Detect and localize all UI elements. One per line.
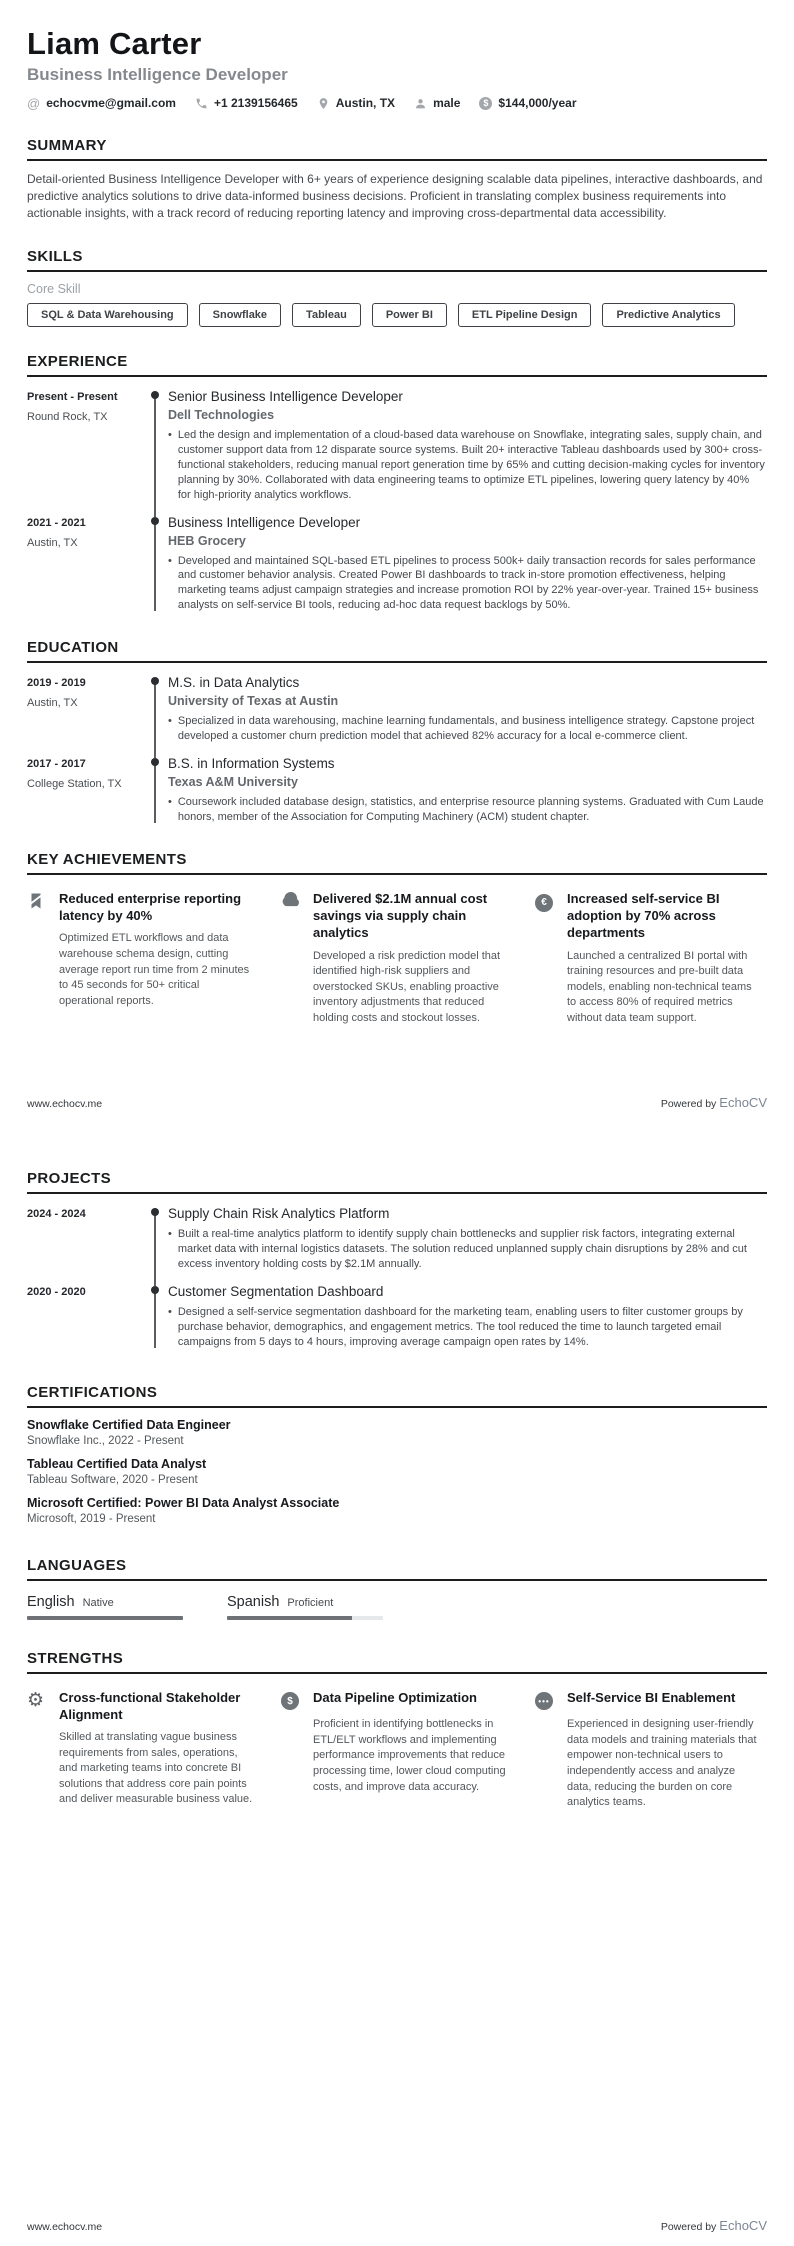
contact-location xyxy=(317,96,395,110)
strength-title: Self-Service BI Enablement xyxy=(567,1689,736,1705)
entry-org: Dell Technologies xyxy=(168,407,275,422)
footer-powered-text: Powered by xyxy=(660,1098,717,1110)
experience-heading: EXPERIENCE xyxy=(27,353,767,377)
footer-powered-text: Powered by xyxy=(660,2221,717,2233)
bullet-text: Designed a self-service segmentation dashboard for the marketing team, enabling users to filter customer groups by purchase behavior, demographics, and engagement metrics. The tool reduced the time to launch targeted email campaigns from 5 days to 4 hours, improving average campaign open rates by 14%. xyxy=(177,1305,743,1348)
footer-brand: EchoCV xyxy=(719,2218,767,2233)
strength-cards xyxy=(27,1689,767,1811)
timeline-marker xyxy=(144,515,168,614)
page-footer xyxy=(27,1095,767,1110)
resume-page-2 xyxy=(0,1123,794,2246)
project-entries xyxy=(27,1206,767,1350)
candidate-name: Liam Carter xyxy=(27,26,202,61)
entry-title: Business Intelligence Developer xyxy=(168,514,361,530)
language-item xyxy=(27,1594,183,1620)
achievement-title: Delivered $2.1M annual cost savings via supply chain analytics xyxy=(313,891,488,941)
cloud-icon xyxy=(281,890,308,941)
footer-brand: EchoCV xyxy=(719,1095,767,1110)
bullet-marker: • xyxy=(168,1228,172,1240)
resume-header xyxy=(27,26,767,111)
education-heading: EDUCATION xyxy=(27,639,767,663)
entry-org: University of Texas at Austin xyxy=(168,694,339,709)
skill-chip: Tableau xyxy=(292,303,361,327)
skills-heading: SKILLS xyxy=(27,248,767,272)
skill-chip: ETL Pipeline Design xyxy=(458,303,592,327)
entry-bullet xyxy=(168,714,767,744)
project-entry xyxy=(27,1284,767,1350)
contact-phone xyxy=(195,96,298,110)
contact-location-text: Austin, TX xyxy=(335,96,396,111)
dollar-glyph: $ xyxy=(281,1692,299,1710)
contact-salary xyxy=(479,96,576,110)
certification-name: Microsoft Certified: Power BI Data Analyst Associate xyxy=(27,1495,340,1510)
entry-location: Austin, TX xyxy=(27,536,78,549)
strength-card xyxy=(535,1689,767,1811)
certifications-section xyxy=(27,1384,767,1525)
email-icon: @ xyxy=(27,95,41,111)
contact-row xyxy=(27,96,767,111)
project-entry xyxy=(27,1206,767,1272)
languages-heading: LANGUAGES xyxy=(27,1557,767,1581)
entry-title: Senior Business Intelligence Developer xyxy=(168,388,403,404)
entry-meta xyxy=(27,389,144,503)
language-level: Proficient xyxy=(287,1596,334,1609)
language-bar-fill xyxy=(227,1616,352,1620)
euro-glyph: € xyxy=(535,894,553,912)
projects-section xyxy=(27,1170,767,1350)
timeline-marker xyxy=(144,756,168,825)
summary-section xyxy=(27,137,767,222)
certification-item xyxy=(27,1418,767,1447)
entry-org: Texas A&M University xyxy=(168,775,298,790)
certification-item xyxy=(27,1496,767,1525)
footer-site-url: www.echocv.me xyxy=(27,2221,103,2233)
footer-powered xyxy=(661,1095,767,1110)
entry-dates: Present - Present xyxy=(27,390,118,403)
skill-chip-list xyxy=(27,303,767,327)
language-list xyxy=(27,1594,767,1620)
achievement-text: Developed a risk prediction model that identified high-risk suppliers and overstocked SKUs, enabling proactive inventory adjustments that reduced holding costs and stockout losses. xyxy=(313,949,501,1025)
language-name: Spanish xyxy=(227,1593,280,1610)
strengths-section xyxy=(27,1650,767,1811)
strength-text: Experienced in designing user-friendly data models and training materials that empower non-technical users to independently access and analyze data, reducing the burden on core analytics teams. xyxy=(567,1718,757,1809)
entry-dates: 2017 - 2017 xyxy=(27,758,86,771)
bullet-marker: • xyxy=(168,796,172,809)
footer-site-url: www.echocv.me xyxy=(27,1098,103,1110)
person-icon xyxy=(414,97,427,110)
bookmark-slash-icon xyxy=(27,890,54,924)
dollar-circle-icon xyxy=(281,1689,308,1711)
entry-meta xyxy=(27,515,144,614)
bullet-text: Developed and maintained SQL-based ETL pipelines to process 500k+ daily transaction records for sales performance and customer behavior analysis. Created Power BI dashboards to track in-store promotion effectiveness, helping marketing teams adjust campaign strategies and increase promotion ROI by 22% year-over-year. Trained 15+ business analysts on self-service BI tools, reducing ad-hoc data request backlogs by 50%. xyxy=(177,554,759,612)
entry-content xyxy=(168,1206,767,1272)
entry-title: Customer Segmentation Dashboard xyxy=(168,1283,384,1299)
certification-issuer: Tableau Software, 2020 - Present xyxy=(27,1473,198,1486)
entry-bullet xyxy=(168,554,767,614)
strength-title: Data Pipeline Optimization xyxy=(313,1689,477,1705)
achievement-cards xyxy=(27,890,767,1027)
achievement-text: Optimized ETL workflows and data warehouse schema design, cutting average report run time from 2 minutes to 45 seconds for 50+ critical operational reports. xyxy=(59,932,250,1007)
entry-title: M.S. in Data Analytics xyxy=(168,675,300,691)
candidate-job-title: Business Intelligence Developer xyxy=(27,64,288,84)
strength-text: Proficient in identifying bottlenecks in ETL/ELT workflows and implementing performance improvements that reduce processing time, lower cloud computing costs, and improve data accuracy. xyxy=(313,1718,506,1793)
skill-chip: Predictive Analytics xyxy=(602,303,734,327)
skill-chip: SQL & Data Warehousing xyxy=(27,303,188,327)
bullet-marker: • xyxy=(168,715,172,728)
bullet-marker: • xyxy=(168,554,172,567)
experience-entry xyxy=(27,389,767,503)
timeline-marker xyxy=(144,675,168,744)
contact-phone-text: +1 2139156465 xyxy=(213,96,298,111)
certification-name: Snowflake Certified Data Engineer xyxy=(27,1417,231,1432)
contact-gender xyxy=(414,96,460,110)
skills-section xyxy=(27,248,767,327)
certification-item xyxy=(27,1457,767,1486)
entry-dates: 2024 - 2024 xyxy=(27,1208,86,1220)
strength-text: Skilled at translating vague business requirements from sales, operations, and marketing teams into concrete BI solutions that address core pain points and deliver measurable business value. xyxy=(59,1731,253,1806)
entry-meta xyxy=(27,1206,144,1272)
entry-org: HEB Grocery xyxy=(168,533,246,548)
entry-location: College Station, TX xyxy=(27,778,122,791)
achievement-card xyxy=(27,890,259,1027)
experience-section xyxy=(27,353,767,614)
projects-heading: PROJECTS xyxy=(27,1170,767,1194)
entry-content xyxy=(168,756,767,825)
entry-content xyxy=(168,389,767,503)
language-head xyxy=(27,1594,183,1610)
summary-text: Detail-oriented Business Intelligence Developer with 6+ years of experience designing scalable data pipelines, interactive dashboards, and predictive analytics solutions to drive data-informed business decisions. Proficient in translating complex business requirements into actionable insights, with a track record of reducing reporting latency and improving cross-departmental data accessibility. xyxy=(27,171,763,220)
achievement-card xyxy=(535,890,767,1027)
language-name: English xyxy=(27,1593,75,1610)
bullet-marker: • xyxy=(168,428,172,441)
contact-email-text: echocvme@gmail.com xyxy=(46,96,176,111)
achievement-title: Reduced enterprise reporting latency by 40% xyxy=(59,891,242,924)
bullet-text: Coursework included database design, statistics, and enterprise resource planning systems. Graduated with Cum Laude honors, member of the Association for Computing Machinery (ACM) student chapter. xyxy=(177,796,764,824)
certification-issuer: Microsoft, 2019 - Present xyxy=(27,1512,156,1525)
bullet-text: Led the design and implementation of a cloud-based data warehouse on Snowflake, integrating sales, supply chain, and customer support data from 12 disparate source systems. Built 20+ interactive Tableau dashboards used by 300+ cross-functional stakeholders, reducing manual report generation time by 65% and cutting decision-making cycles for inventory planning by 30%. Collaborated with data engineering teams to optimize ETL pipelines, lowering query latency by 40% for high-priority analytics workflows. xyxy=(177,428,765,501)
contact-gender-text: male xyxy=(433,96,461,111)
entry-meta xyxy=(27,756,144,825)
achievement-card xyxy=(281,890,513,1027)
entry-meta xyxy=(27,675,144,744)
language-level: Native xyxy=(82,1596,114,1609)
entry-dates: 2019 - 2019 xyxy=(27,677,86,690)
languages-section xyxy=(27,1557,767,1620)
certification-name: Tableau Certified Data Analyst xyxy=(27,1456,207,1471)
entry-dates: 2020 - 2020 xyxy=(27,1285,86,1298)
achievement-text: Launched a centralized BI portal with training resources and pre-built data models, enabling non-technical teams to access 80% of required metrics without data team support. xyxy=(567,949,752,1025)
entry-bullet xyxy=(168,428,767,503)
gear-glyph: ⚙ xyxy=(27,1689,45,1711)
timeline-marker xyxy=(144,1206,168,1272)
strengths-heading: STRENGTHS xyxy=(27,1650,767,1674)
achievements-heading: KEY ACHIEVEMENTS xyxy=(27,851,767,875)
phone-icon xyxy=(195,97,208,110)
entry-dates: 2021 - 2021 xyxy=(27,516,86,529)
certification-issuer: Snowflake Inc., 2022 - Present xyxy=(27,1434,184,1447)
entry-bullet xyxy=(168,1227,767,1272)
skill-chip: Power BI xyxy=(372,303,447,327)
salary-icon: $ xyxy=(479,97,492,110)
certifications-heading: CERTIFICATIONS xyxy=(27,1384,767,1408)
skill-chip: Snowflake xyxy=(199,303,281,327)
entry-content xyxy=(168,515,767,614)
skills-group-label: Core Skill xyxy=(27,281,81,296)
language-head xyxy=(227,1594,383,1610)
summary-heading: SUMMARY xyxy=(27,137,767,161)
ellipsis-glyph: ••• xyxy=(535,1692,553,1710)
bullet-marker: • xyxy=(168,1305,172,1318)
entry-bullet xyxy=(168,1305,767,1350)
entry-meta xyxy=(27,1284,144,1350)
bullet-text: Built a real-time analytics platform to identify supply chain bottlenecks and supplier risk factors, integrating external market data with internal logistics datasets. The solution reduced unplanned supply chain disruptions by 28% and cut excess inventory holding costs by $2.1M annually. xyxy=(177,1228,747,1270)
contact-salary-text: $144,000/year xyxy=(498,96,577,111)
entry-title: Supply Chain Risk Analytics Platform xyxy=(168,1206,390,1221)
page-footer xyxy=(27,2218,767,2233)
ellipsis-circle-icon xyxy=(535,1689,562,1711)
education-section xyxy=(27,639,767,825)
education-entry xyxy=(27,675,767,744)
language-item xyxy=(227,1594,383,1620)
experience-entries xyxy=(27,389,767,614)
achievement-title: Increased self-service BI adoption by 70% across departments xyxy=(567,891,720,941)
contact-email xyxy=(27,96,176,111)
strength-card xyxy=(281,1689,513,1811)
entry-content xyxy=(168,675,767,744)
euro-circle-icon xyxy=(535,890,562,941)
entry-bullet xyxy=(168,795,767,825)
entry-location: Austin, TX xyxy=(27,697,78,710)
timeline-marker xyxy=(144,1284,168,1350)
certification-list xyxy=(27,1418,767,1525)
achievements-section xyxy=(27,851,767,1027)
footer-powered xyxy=(661,2218,767,2233)
entry-location: Round Rock, TX xyxy=(27,410,108,423)
experience-entry xyxy=(27,515,767,614)
location-icon xyxy=(317,97,330,110)
strength-card xyxy=(27,1689,259,1811)
gear-icon xyxy=(27,1689,54,1723)
timeline-marker xyxy=(144,389,168,503)
bullet-text: Specialized in data warehousing, machine learning fundamentals, and business intelligence strategy. Capstone project developed a customer churn prediction model that achieved 82% accuracy for a local e-commerce client. xyxy=(177,715,755,743)
education-entry xyxy=(27,756,767,825)
entry-content xyxy=(168,1284,767,1350)
entry-title: B.S. in Information Systems xyxy=(168,756,335,772)
education-entries xyxy=(27,675,767,825)
language-bar xyxy=(27,1616,183,1620)
language-bar xyxy=(227,1616,383,1620)
strength-title: Cross-functional Stakeholder Alignment xyxy=(59,1689,241,1722)
language-bar-fill xyxy=(27,1616,183,1620)
